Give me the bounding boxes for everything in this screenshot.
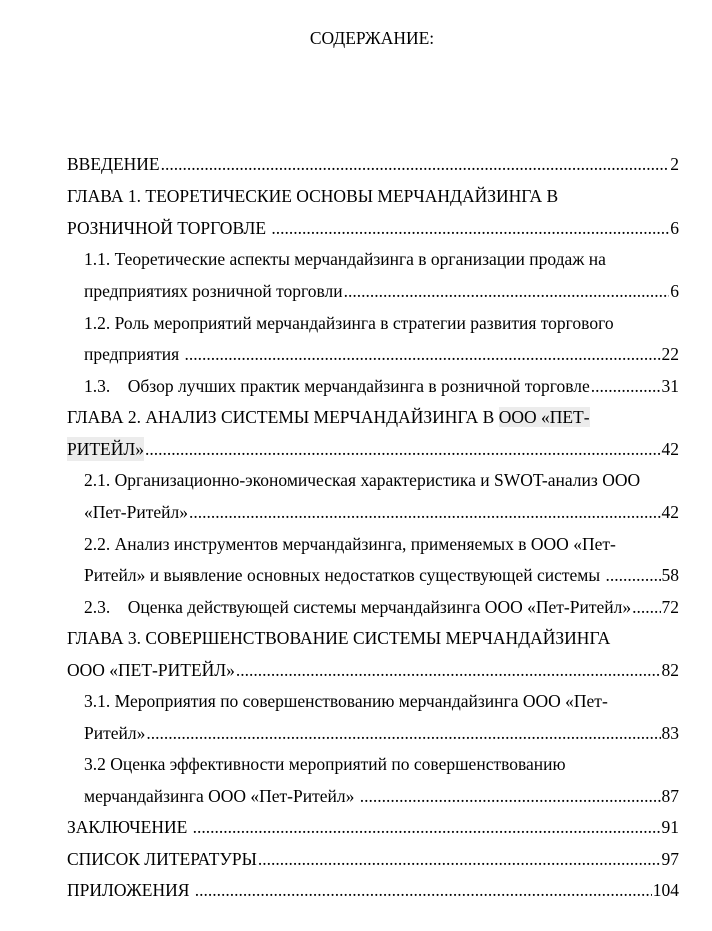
toc-section-2-2-line1: 2.2. Анализ инструментов мерчандайзинга, применяемых в ООО «Пет- bbox=[84, 534, 616, 554]
dot-leader bbox=[606, 563, 661, 587]
toc-section-3-2-line1: 3.2 Оценка эффективности мероприятий по совершенствованию bbox=[84, 754, 566, 774]
toc-section-2-3 bbox=[84, 595, 679, 619]
toc-chapter-3-line1: ГЛАВА 3. СОВЕРШЕНСТВОВАНИЕ СИСТЕМЫ МЕРЧАНДАЙЗИНГА bbox=[67, 628, 611, 648]
dot-leader bbox=[185, 342, 661, 366]
toc-chapter-1-line1: ГЛАВА 1. ТЕОРЕТИЧЕСКИЕ ОСНОВЫ МЕРЧАНДАЙЗИНГА В bbox=[67, 186, 559, 206]
toc-section-1-2-line1: 1.2. Роль мероприятий мерчандайзинга в стратегии развития торгового bbox=[84, 313, 614, 333]
toc-page-number: 82 bbox=[661, 660, 679, 680]
dot-leader bbox=[236, 658, 661, 682]
toc-page-number: 58 bbox=[661, 565, 679, 585]
toc-entry-title: «Пет-Ритейл» bbox=[84, 502, 188, 522]
dot-leader bbox=[189, 500, 661, 524]
toc-entry-conclusion bbox=[67, 815, 679, 839]
toc-section-1-1-line1: 1.1. Теоретические аспекты мерчандайзинга в организации продаж на bbox=[84, 249, 606, 269]
dot-leader bbox=[193, 815, 661, 839]
toc-page-number: 42 bbox=[661, 502, 679, 522]
toc-section-1-1 bbox=[84, 279, 679, 303]
toc-entry-title: предприятиях розничной торговли bbox=[84, 281, 343, 301]
toc-entry-title: ЗАКЛЮЧЕНИЕ bbox=[67, 817, 192, 837]
highlighted-text: РИТЕЙЛ» bbox=[67, 439, 145, 459]
dot-leader bbox=[145, 437, 660, 461]
toc-section-2-1 bbox=[84, 500, 679, 524]
toc-entry-title: СПИСОК ЛИТЕРАТУРЫ bbox=[67, 849, 257, 869]
dot-leader bbox=[632, 595, 660, 619]
dot-leader bbox=[195, 878, 652, 902]
toc-page-number: 6 bbox=[670, 281, 679, 301]
dot-leader bbox=[146, 721, 660, 745]
toc-page-number: 87 bbox=[661, 786, 679, 806]
dot-leader bbox=[258, 847, 661, 871]
toc-page-number: 42 bbox=[661, 439, 679, 459]
toc-entry-references bbox=[67, 847, 679, 871]
toc-section-3-2 bbox=[84, 784, 679, 808]
toc-page-number: 104 bbox=[652, 880, 679, 900]
toc-entry-title: РОЗНИЧНОЙ ТОРГОВЛЕ bbox=[67, 218, 271, 238]
dot-leader bbox=[161, 152, 670, 176]
toc-entry-title: мерчандайзинга ООО «Пет-Ритейл» bbox=[84, 786, 359, 806]
toc-section-2-1-line1: 2.1. Организационно-экономическая характеристика и SWOT-анализ ООО bbox=[84, 470, 641, 490]
toc-chapter-1 bbox=[67, 216, 679, 240]
toc-page-number: 22 bbox=[661, 344, 679, 364]
toc-chapter-2-line1 bbox=[67, 405, 679, 429]
toc-entry-title: предприятия bbox=[84, 344, 184, 364]
toc-section-3-1-line1: 3.1. Мероприятия по совершенствованию мерчандайзинга ООО «Пет- bbox=[84, 691, 608, 711]
page-title: СОДЕРЖАНИЕ: bbox=[309, 28, 435, 48]
toc-section-2-2 bbox=[84, 563, 679, 587]
dot-leader bbox=[360, 784, 661, 808]
dot-leader bbox=[271, 216, 669, 240]
toc-page-number: 31 bbox=[661, 376, 679, 396]
toc-entry-title: Ритейл» и выявление основных недостатков существующей системы bbox=[84, 565, 605, 585]
toc-entry-title: 1.3. Обзор лучших практик мерчандайзинга в розничной торговле bbox=[84, 376, 590, 396]
toc-page-number: 6 bbox=[670, 218, 679, 238]
toc-section-3-1 bbox=[84, 721, 679, 745]
toc-page-number: 83 bbox=[661, 723, 679, 743]
toc-entry-title: Ритейл» bbox=[84, 723, 146, 743]
dot-leader bbox=[344, 279, 670, 303]
toc-entry-introduction bbox=[67, 152, 679, 176]
toc-page-number: 97 bbox=[661, 849, 679, 869]
toc-section-1-3 bbox=[84, 374, 679, 398]
toc-entry-title: ВВЕДЕНИЕ bbox=[67, 154, 160, 174]
toc-entry-title: ООО «ПЕТ-РИТЕЙЛ» bbox=[67, 660, 235, 680]
dot-leader bbox=[591, 374, 661, 398]
toc-page-number: 91 bbox=[661, 817, 679, 837]
toc-page-number: 2 bbox=[670, 154, 679, 174]
toc-entry-title: ГЛАВА 2. АНАЛИЗ СИСТЕМЫ МЕРЧАНДАЙЗИНГА В bbox=[67, 407, 499, 427]
toc-entry-title: 2.3. Оценка действующей системы мерчандайзинга ООО «Пет-Ритейл» bbox=[84, 597, 632, 617]
toc-page-number: 72 bbox=[661, 597, 679, 617]
toc-entry-appendices bbox=[67, 878, 679, 902]
toc-chapter-3 bbox=[67, 658, 679, 682]
toc-chapter-2 bbox=[67, 437, 679, 461]
toc-section-1-2 bbox=[84, 342, 679, 366]
toc-entry-title: ПРИЛОЖЕНИЯ bbox=[67, 880, 194, 900]
highlighted-text: ООО «ПЕТ- bbox=[498, 407, 590, 427]
